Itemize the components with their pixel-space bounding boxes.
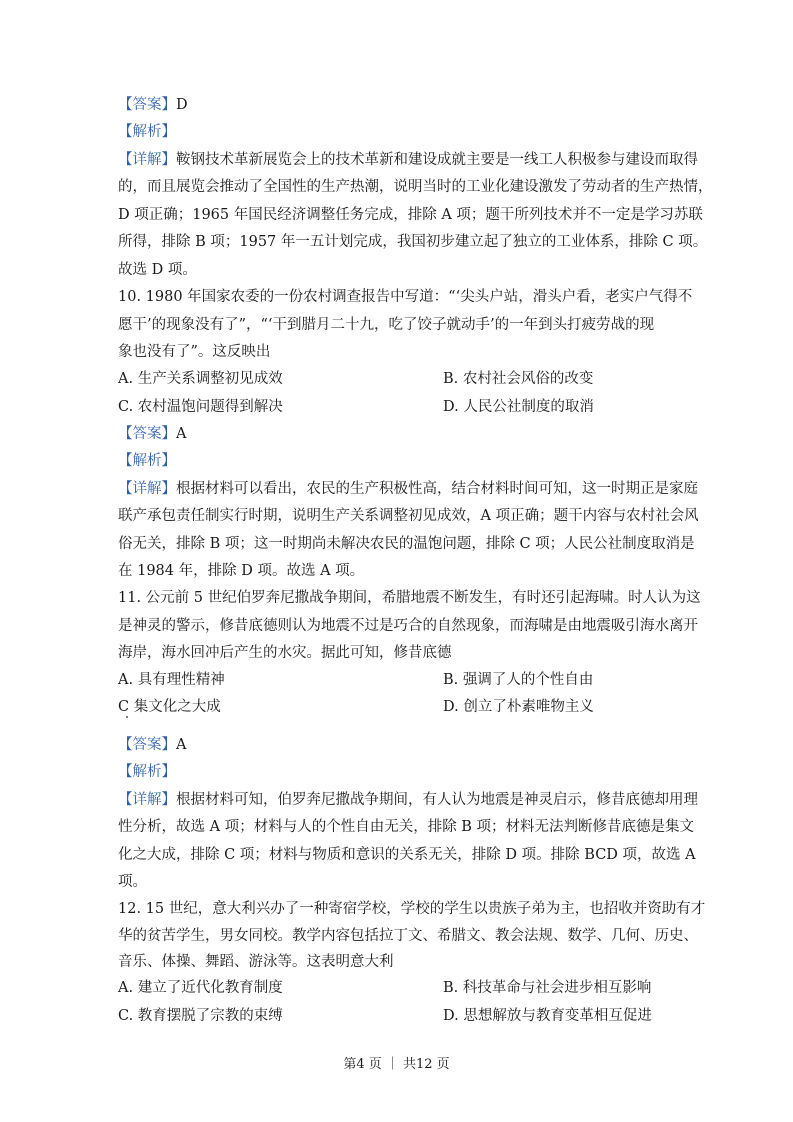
q10-stem-line-3: 象也没有了”。这反映出	[118, 344, 271, 360]
detail-text: 根据材料可以看出，农民的生产积极性高，结合材料时间可知，这一时期正是家庭	[176, 481, 698, 497]
q12-option-d: D. 思想解放与教育变革相互促进	[443, 1008, 652, 1024]
q11-analysis-heading	[118, 763, 678, 781]
detail-text: 鞍钢技术革新展览会上的技术革新和建设成就主要是一线工人积极参与建设而取得	[176, 152, 698, 168]
q11-detail-line-1	[118, 791, 698, 809]
detail-tag: 【详解】	[118, 152, 176, 168]
q11-answer-line	[118, 736, 678, 754]
answer-value: A	[176, 426, 187, 442]
q12-option-b: B. 科技革命与社会进步相互影响	[443, 980, 652, 996]
q11-stem-line-3: 海岸，海水回冲后产生的水灾。据此可知，修昔底德	[118, 645, 452, 661]
q11-stem-line-2: 是神灵的警示，修昔底德则认为地震不过是巧合的自然现象，而海啸是由地震吸引海水离开	[118, 618, 698, 634]
q9-detail-line-1	[118, 151, 698, 169]
q11-detail-line-2: 性分析，故选 A 项；材料与人的个性自由无关，排除 B 项；材料无法判断修昔底德是集文	[118, 819, 695, 835]
q11-option-a: A. 具有理性精神	[118, 672, 225, 688]
detail-tag: 【详解】	[118, 792, 176, 808]
answer-value: A	[176, 737, 187, 753]
answer-tag: 【答案】	[118, 737, 176, 753]
q12-stem-line-2: 华的贫苦学生，男女同校。教学内容包括拉丁文、希腊文、教会法规、数学、几何、历史、	[118, 928, 698, 944]
answer-tag: 【答案】	[118, 426, 176, 442]
q10-detail-line-4: 在 1984 年，排除 D 项。故选 A 项。	[118, 563, 365, 579]
q9-detail-line-2: 的，而且展览会推动了全国性的生产热潮，说明当时的工业化建设激发了劳动者的生产热情，	[118, 179, 713, 195]
q11-option-c: C 集文化之大成	[118, 699, 221, 715]
q10-option-d: D. 人民公社制度的取消	[443, 399, 594, 415]
q11-option-b: B. 强调了人的个性自由	[443, 672, 594, 688]
q10-option-a: A. 生产关系调整初见成效	[118, 371, 283, 387]
stray-dot	[126, 716, 128, 718]
detail-tag: 【详解】	[118, 481, 176, 497]
q10-option-b: B. 农村社会风俗的改变	[443, 371, 594, 387]
q10-stem-line-2: 愿干’的现象没有了”，“‘干到腊月二十九，吃了饺子就动手’的一年到头打疲劳战的现	[118, 317, 655, 333]
detail-text: 根据材料可知，伯罗奔尼撒战争期间，有人认为地震是神灵启示，修昔底德却用理	[176, 792, 698, 808]
analysis-tag: 【解析】	[118, 453, 176, 469]
q10-answer-line	[118, 425, 678, 443]
q12-stem-line-3: 音乐、体操、舞蹈、游泳等。这表明意大利	[118, 954, 394, 970]
q12-stem-line-1: 12. 15 世纪，意大利兴办了一种寄宿学校，学校的学生以贵族子弟为主，也招收并资助有才	[118, 901, 706, 917]
q9-detail-line-3: D 项正确；1965 年国民经济调整任务完成，排除 A 项；题干所列技术并不一定是学习苏联	[118, 207, 703, 223]
q9-answer-line	[118, 96, 678, 114]
answer-tag: 【答案】	[118, 97, 176, 113]
q10-detail-line-3: 俗无关，排除 B 项；这一时期尚未解决农民的温饱问题，排除 C 项；人民公社制度取消是	[118, 536, 695, 552]
q12-option-a: A. 建立了近代化教育制度	[118, 980, 283, 996]
analysis-tag: 【解析】	[118, 124, 176, 140]
q11-stem-line-1: 11. 公元前 5 世纪伯罗奔尼撒战争期间，希腊地震不断发生，有时还引起海啸。时人认为这	[118, 590, 701, 606]
q10-stem-line-1: 10. 1980 年国家农委的一份农村调查报告中写道：“‘尖头户站，滑头户看，老实户气得不	[118, 289, 693, 305]
q9-analysis-heading	[118, 123, 678, 141]
q9-detail-line-5: 故选 D 项。	[118, 262, 197, 278]
q10-detail-line-1	[118, 480, 698, 498]
q9-detail-line-4: 所得，排除 B 项；1957 年一五计划完成，我国初步建立起了独立的工业体系，排除 C 项。	[118, 234, 708, 250]
q11-detail-line-4: 项。	[118, 874, 147, 890]
q11-option-d: D. 创立了朴素唯物主义	[443, 699, 594, 715]
q12-option-c: C. 教育摆脱了宗教的束缚	[118, 1008, 283, 1024]
answer-value: D	[176, 97, 188, 113]
page-footer: 第4 页 ｜ 共12 页	[343, 1057, 450, 1072]
q10-option-c: C. 农村温饱问题得到解决	[118, 399, 283, 415]
q10-detail-line-2: 联产承包责任制实行时期，说明生产关系调整初见成效，A 项正确；题干内容与农村社会风	[118, 508, 699, 524]
q10-analysis-heading	[118, 452, 678, 470]
q11-detail-line-3: 化之大成，排除 C 项；材料与物质和意识的关系无关，排除 D 项。排除 BCD 项，故选 A	[118, 847, 696, 863]
analysis-tag: 【解析】	[118, 764, 176, 780]
